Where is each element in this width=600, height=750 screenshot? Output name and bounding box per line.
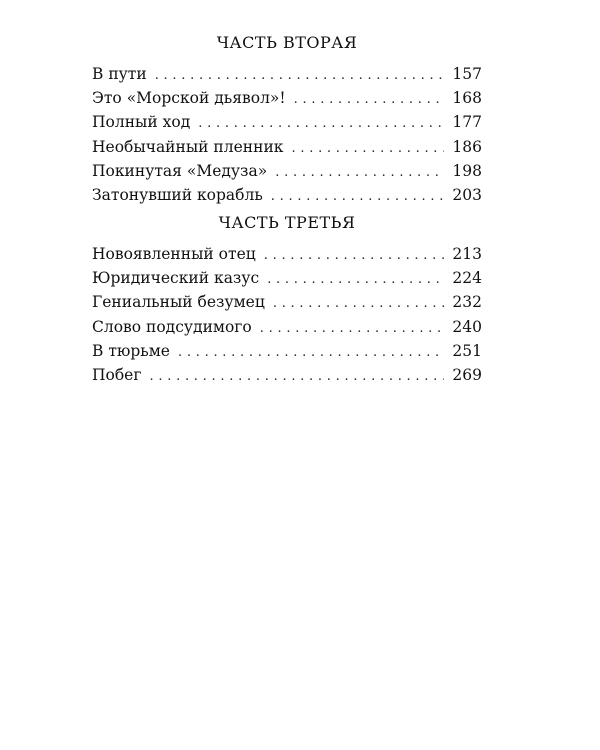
toc-entry-page: 168 <box>452 89 482 108</box>
toc-entry <box>92 242 482 266</box>
toc-section-part-three <box>92 212 482 387</box>
toc-entry <box>92 159 482 183</box>
dot-leader <box>275 161 444 185</box>
toc-entry-title: В тюрьме <box>92 341 170 360</box>
toc-entry-page: 186 <box>452 137 482 156</box>
toc-entry <box>92 183 482 207</box>
toc-entry-title: Покинутая «Медуза» <box>92 161 268 180</box>
toc-section-part-two <box>92 32 482 207</box>
toc-entry-title: Необычайный пленник <box>92 137 284 156</box>
toc-entry <box>92 135 482 159</box>
toc-entry-page: 224 <box>452 269 482 288</box>
toc-entry-page: 269 <box>452 365 482 384</box>
toc-entry-page: 251 <box>452 341 482 360</box>
toc-entry <box>92 86 482 110</box>
dot-leader <box>273 292 444 316</box>
dot-leader <box>178 341 444 365</box>
toc-entry <box>92 266 482 290</box>
toc-entry <box>92 363 482 387</box>
dot-leader <box>264 244 444 268</box>
section-heading: ЧАСТЬ ВТОРАЯ <box>216 33 358 52</box>
toc-entry-title: В пути <box>92 65 147 83</box>
toc-entry-title: Затонувший корабль <box>92 185 263 204</box>
toc-entry-page: 198 <box>452 161 482 180</box>
toc-entry <box>92 62 482 86</box>
dot-leader <box>260 317 444 341</box>
toc-entry-title: Полный ход <box>92 113 191 132</box>
toc-entry <box>92 290 482 314</box>
dot-leader <box>291 137 444 161</box>
toc-entry-page: 177 <box>452 113 482 132</box>
toc-entry <box>92 339 482 363</box>
toc-entry-page: 213 <box>452 245 482 263</box>
toc-entry-title: Слово подсудимого <box>92 317 252 336</box>
dot-leader <box>155 64 444 88</box>
dot-leader <box>149 365 444 389</box>
toc-entry-page: 240 <box>452 317 482 336</box>
dot-leader <box>267 268 444 292</box>
toc-entry <box>92 315 482 339</box>
dot-leader <box>271 185 444 209</box>
toc-entry-title: Гениальный безумец <box>92 293 265 312</box>
toc-entry-page: 157 <box>452 65 482 83</box>
dot-leader <box>294 88 444 112</box>
toc-entry-title: Новоявленный отец <box>92 245 256 263</box>
toc-entry <box>92 110 482 134</box>
toc-entry-page: 232 <box>452 293 482 312</box>
dot-leader <box>198 112 444 136</box>
section-heading: ЧАСТЬ ТРЕТЬЯ <box>218 213 356 232</box>
toc-entry-title: Побег <box>92 365 142 384</box>
toc-entry-page: 203 <box>452 185 482 204</box>
toc-entry-title: Юридический казус <box>92 269 260 288</box>
toc-entry-title: Это «Морской дьявол»! <box>92 89 286 108</box>
